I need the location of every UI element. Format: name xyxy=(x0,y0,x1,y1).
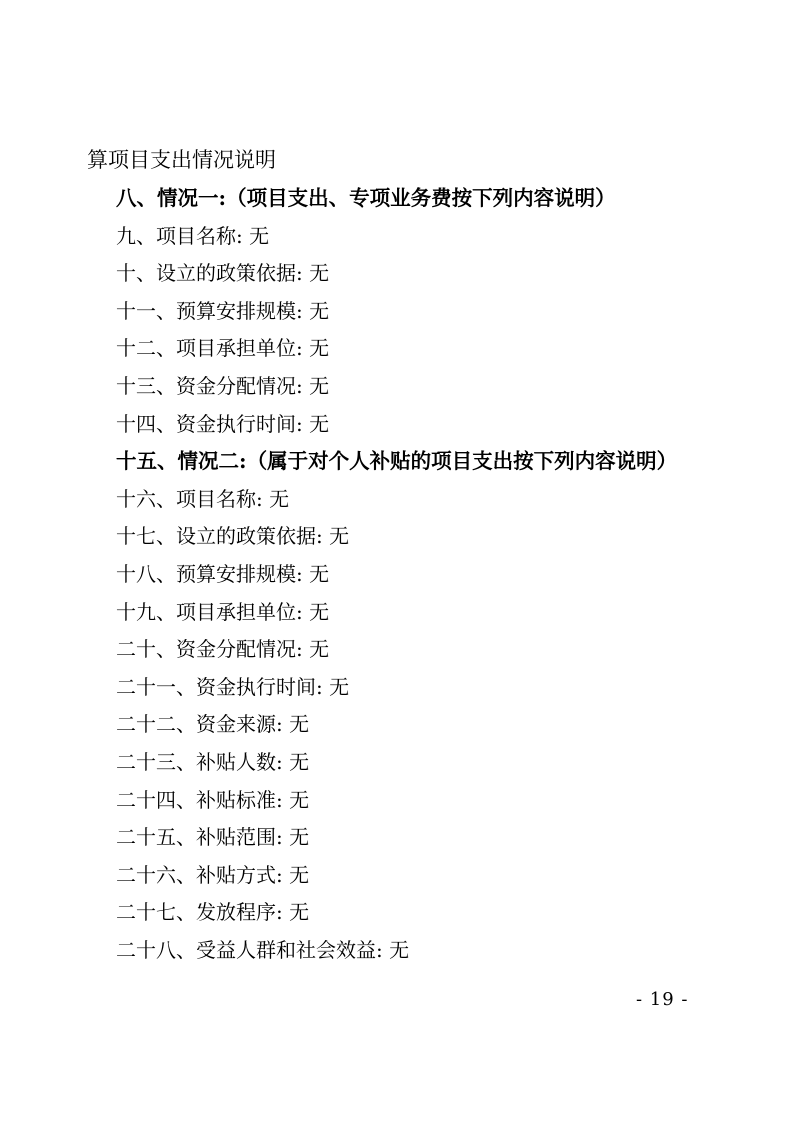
list-item: 二十八、受益人群和社会效益: 无 xyxy=(116,937,410,962)
item-list xyxy=(116,180,677,969)
list-item: 二十四、补贴标准: 无 xyxy=(116,787,310,812)
list-item: 十六、项目名称: 无 xyxy=(116,486,290,511)
list-item: 二十、资金分配情况: 无 xyxy=(116,637,330,662)
list-item: 二十三、补贴人数: 无 xyxy=(116,749,310,774)
section-heading-1: 八、情况一:（项目支出、专项业务费按下列内容说明） xyxy=(116,186,616,210)
continuation-line: 算项目支出情况说明 xyxy=(87,148,276,172)
list-item: 十二、项目承担单位: 无 xyxy=(116,336,330,361)
list-item: 十八、预算安排规模: 无 xyxy=(116,561,330,586)
list-item: 二十二、资金来源: 无 xyxy=(116,712,310,737)
list-item: 二十五、补贴范围: 无 xyxy=(116,825,310,850)
list-item: 十九、项目承担单位: 无 xyxy=(116,599,330,624)
list-item: 二十六、补贴方式: 无 xyxy=(116,862,310,887)
page-number: - 19 - xyxy=(636,989,689,1010)
list-item: 十三、资金分配情况: 无 xyxy=(116,373,330,398)
list-item: 十一、预算安排规模: 无 xyxy=(116,298,330,323)
list-item: 十四、资金执行时间: 无 xyxy=(116,411,330,436)
list-item: 二十一、资金执行时间: 无 xyxy=(116,674,350,699)
section-heading-2: 十五、情况二:（属于对个人补贴的项目支出按下列内容说明） xyxy=(116,449,678,474)
list-item: 二十七、发放程序: 无 xyxy=(116,900,310,925)
list-item: 十七、设立的政策依据: 无 xyxy=(116,524,350,549)
list-item: 九、项目名称: 无 xyxy=(116,223,270,248)
list-item: 十、设立的政策依据: 无 xyxy=(116,261,330,286)
